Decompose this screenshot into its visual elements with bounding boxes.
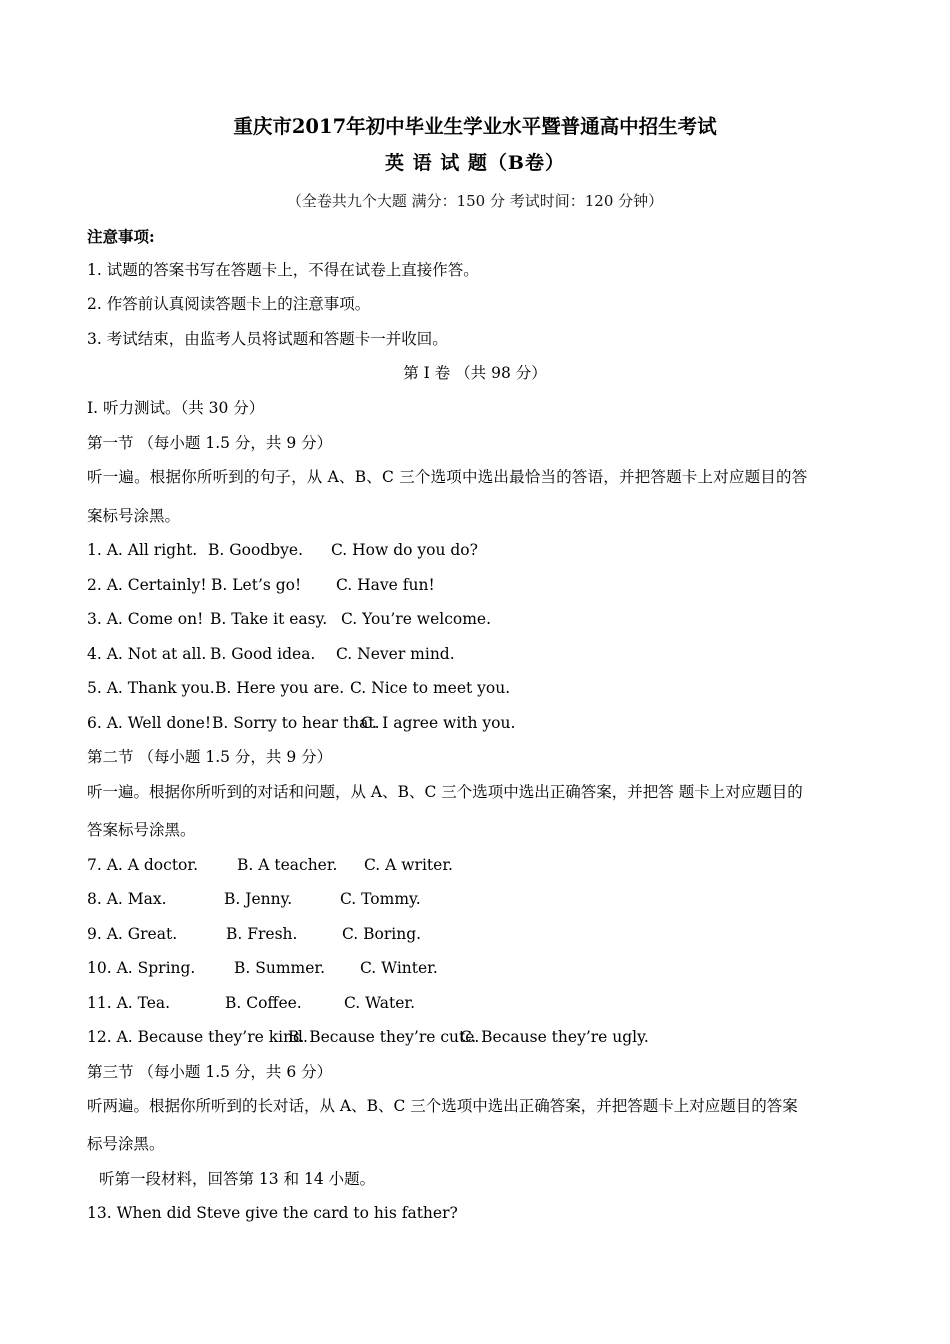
notes-heading: 注意事项: (87, 227, 155, 246)
option-b: B. Take it easy. (210, 610, 328, 628)
option-b: B. Let’s go! (211, 576, 302, 594)
s2-title: 第二节 （每小题 1.5 分，共 9 分） (87, 748, 333, 766)
option-a: 4. A. Not at all. (87, 645, 207, 663)
option-c: C. Winter. (360, 959, 438, 977)
option-b: B. Jenny. (224, 890, 293, 908)
option-b: B. Coffee. (225, 994, 302, 1012)
option-a: 8. A. Max. (87, 890, 167, 908)
note-item-2: 2. 作答前认真阅读答题卡上的注意事项。 (87, 295, 371, 313)
note-item-1: 1. 试题的答案书写在答题卡上，不得在试卷上直接作答。 (87, 261, 479, 279)
exam-title: 重庆市2017年初中毕业生学业水平暨普通高中招生考试 (233, 115, 717, 138)
s2-instruction-line1: 听一遍。根据你所听到的对话和问题，从 A、B、C 三个选项中选出正确答案，并把答 题卡上对应题目的 (87, 783, 803, 801)
exam-subtitle: 英 语 试 题（B卷） (385, 152, 565, 174)
s3-material-note: 听第一段材料，回答第 13 和 14 小题。 (99, 1170, 376, 1188)
option-c: C. How do you do? (331, 541, 478, 559)
s2-instruction-line2: 答案标号涂黑。 (87, 821, 196, 839)
s1-instruction-line1: 听一遍。根据你所听到的句子，从 A、B、C 三个选项中选出最恰当的答语，并把答题卡上对应题目的答 (87, 468, 808, 486)
option-a: 11. A. Tea. (87, 994, 171, 1012)
option-c: C. Have fun! (336, 576, 435, 594)
option-a: 10. A. Spring. (87, 959, 196, 977)
s3-instruction-line2: 标号涂黑。 (87, 1135, 165, 1153)
option-a: 3. A. Come on! (87, 610, 204, 628)
option-c: C. Nice to meet you. (350, 679, 511, 697)
listening-section-title: I. 听力测试。（共 30 分） (87, 399, 265, 417)
option-c: C. Because they’re ugly. (460, 1028, 649, 1046)
note-item-3: 3. 考试结束，由监考人员将试题和答题卡一并收回。 (87, 330, 448, 348)
option-b: B. Summer. (234, 959, 326, 977)
option-a: 7. A. A doctor. (87, 856, 199, 874)
option-c: C. I agree with you. (361, 714, 516, 732)
option-c: C. Never mind. (336, 645, 455, 663)
option-c: C. Boring. (342, 925, 422, 943)
option-b: B. Sorry to hear that. (212, 714, 380, 732)
option-a: 5. A. Thank you. (87, 679, 215, 697)
s3-title: 第三节 （每小题 1.5 分，共 6 分） (87, 1063, 333, 1081)
option-c: C. A writer. (364, 856, 453, 874)
option-a: 9. A. Great. (87, 925, 178, 943)
option-b: B. A teacher. (237, 856, 338, 874)
option-b: B. Good idea. (210, 645, 316, 663)
exam-info: （全卷共九个大题 满分：150 分 考试时间：120 分钟） (286, 192, 664, 210)
option-c: C. Water. (344, 994, 416, 1012)
option-c: C. You’re welcome. (341, 610, 492, 628)
option-c: C. Tommy. (340, 890, 421, 908)
option-a: 6. A. Well done! (87, 714, 212, 732)
s3-instruction-line1: 听两遍。根据你所听到的长对话，从 A、B、C 三个选项中选出正确答案，并把答题卡上对应题目的答案 (87, 1097, 798, 1115)
option-b: B. Fresh. (226, 925, 298, 943)
question-13: 13. When did Steve give the card to his father? (87, 1204, 458, 1222)
option-a: 2. A. Certainly! (87, 576, 207, 594)
s1-instruction-line2: 案标号涂黑。 (87, 507, 181, 525)
option-b: B. Because they’re cute. (288, 1028, 480, 1046)
option-a: 12. A. Because they’re kind. (87, 1028, 308, 1046)
option-b: B. Here you are. (215, 679, 345, 697)
option-b: B. Goodbye. (208, 541, 303, 559)
s1-title: 第一节 （每小题 1.5 分，共 9 分） (87, 434, 333, 452)
part1-title: 第 I 卷 （共 98 分） (403, 364, 547, 382)
option-a: 1. A. All right. (87, 541, 198, 559)
